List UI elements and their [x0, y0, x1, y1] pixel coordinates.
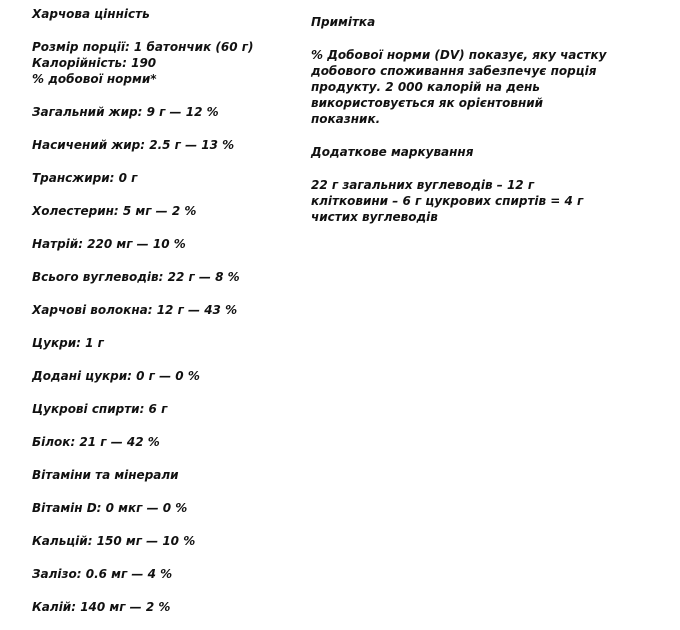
- note-text: % Добової норми (DV) показує, яку частку добового споживання забезпечує порція продукту. 2 000 калорій на день використовується як орієнтовний показник.: [311, 48, 607, 126]
- nutrient-added-sugars: Додані цукри: 0 г — 0 %: [32, 369, 200, 383]
- spacer: [32, 483, 292, 500]
- spacer: [32, 22, 292, 39]
- nutrient-sodium: Натрій: 220 мг — 10 %: [32, 237, 186, 251]
- spacer: [311, 127, 611, 144]
- spacer: [32, 285, 292, 302]
- spacer: [32, 549, 292, 566]
- spacer: [32, 87, 292, 104]
- serving-size: Розмір порції: 1 батончик (60 г): [32, 40, 254, 54]
- nutrient-sugar-alcohols: Цукрові спирти: 6 г: [32, 402, 168, 416]
- nutrient-potassium: Калій: 140 мг — 2 %: [32, 600, 171, 614]
- spacer: [32, 450, 292, 467]
- spacer: [32, 153, 292, 170]
- nutrient-total-fat: Загальний жир: 9 г — 12 %: [32, 105, 219, 119]
- extra-label-heading: Додаткове маркування: [311, 145, 474, 159]
- spacer: [311, 30, 611, 47]
- spacer: [32, 120, 292, 137]
- nutrient-cholesterol: Холестерин: 5 мг — 2 %: [32, 204, 197, 218]
- spacer: [32, 417, 292, 434]
- nutrient-iron: Залізо: 0.6 мг — 4 %: [32, 567, 173, 581]
- notes-column: [311, 14, 611, 225]
- spacer: [32, 318, 292, 335]
- spacer: [32, 351, 292, 368]
- vitamins-minerals-heading: Вітаміни та мінерали: [32, 468, 179, 482]
- nutrient-protein: Білок: 21 г — 42 %: [32, 435, 160, 449]
- nutrient-saturated-fat: Насичений жир: 2.5 г — 13 %: [32, 138, 235, 152]
- nutrient-calcium: Кальцій: 150 мг — 10 %: [32, 534, 196, 548]
- spacer: [32, 516, 292, 533]
- spacer: [32, 219, 292, 236]
- nutrient-sugars: Цукри: 1 г: [32, 336, 104, 350]
- nutrient-total-carbs: Всього вуглеводів: 22 г — 8 %: [32, 270, 240, 284]
- nutrition-facts-column: [32, 6, 292, 615]
- spacer: [311, 160, 611, 177]
- nutrient-fiber: Харчові волокна: 12 г — 43 %: [32, 303, 238, 317]
- spacer: [32, 384, 292, 401]
- nutrition-title: Харчова цінність: [32, 7, 150, 21]
- calories: Калорійність: 190: [32, 56, 157, 70]
- extra-label-text: 22 г загальних вуглеводів – 12 г клітковини – 6 г цукрових спиртів = 4 г чистих вуглеводів: [311, 178, 584, 224]
- spacer: [32, 252, 292, 269]
- daily-value-header: % добової норми*: [32, 72, 157, 86]
- nutrient-vitamin-d: Вітамін D: 0 мкг — 0 %: [32, 501, 188, 515]
- nutrient-trans-fat: Трансжири: 0 г: [32, 171, 138, 185]
- note-heading: Примітка: [311, 15, 376, 29]
- spacer: [32, 186, 292, 203]
- spacer: [32, 582, 292, 599]
